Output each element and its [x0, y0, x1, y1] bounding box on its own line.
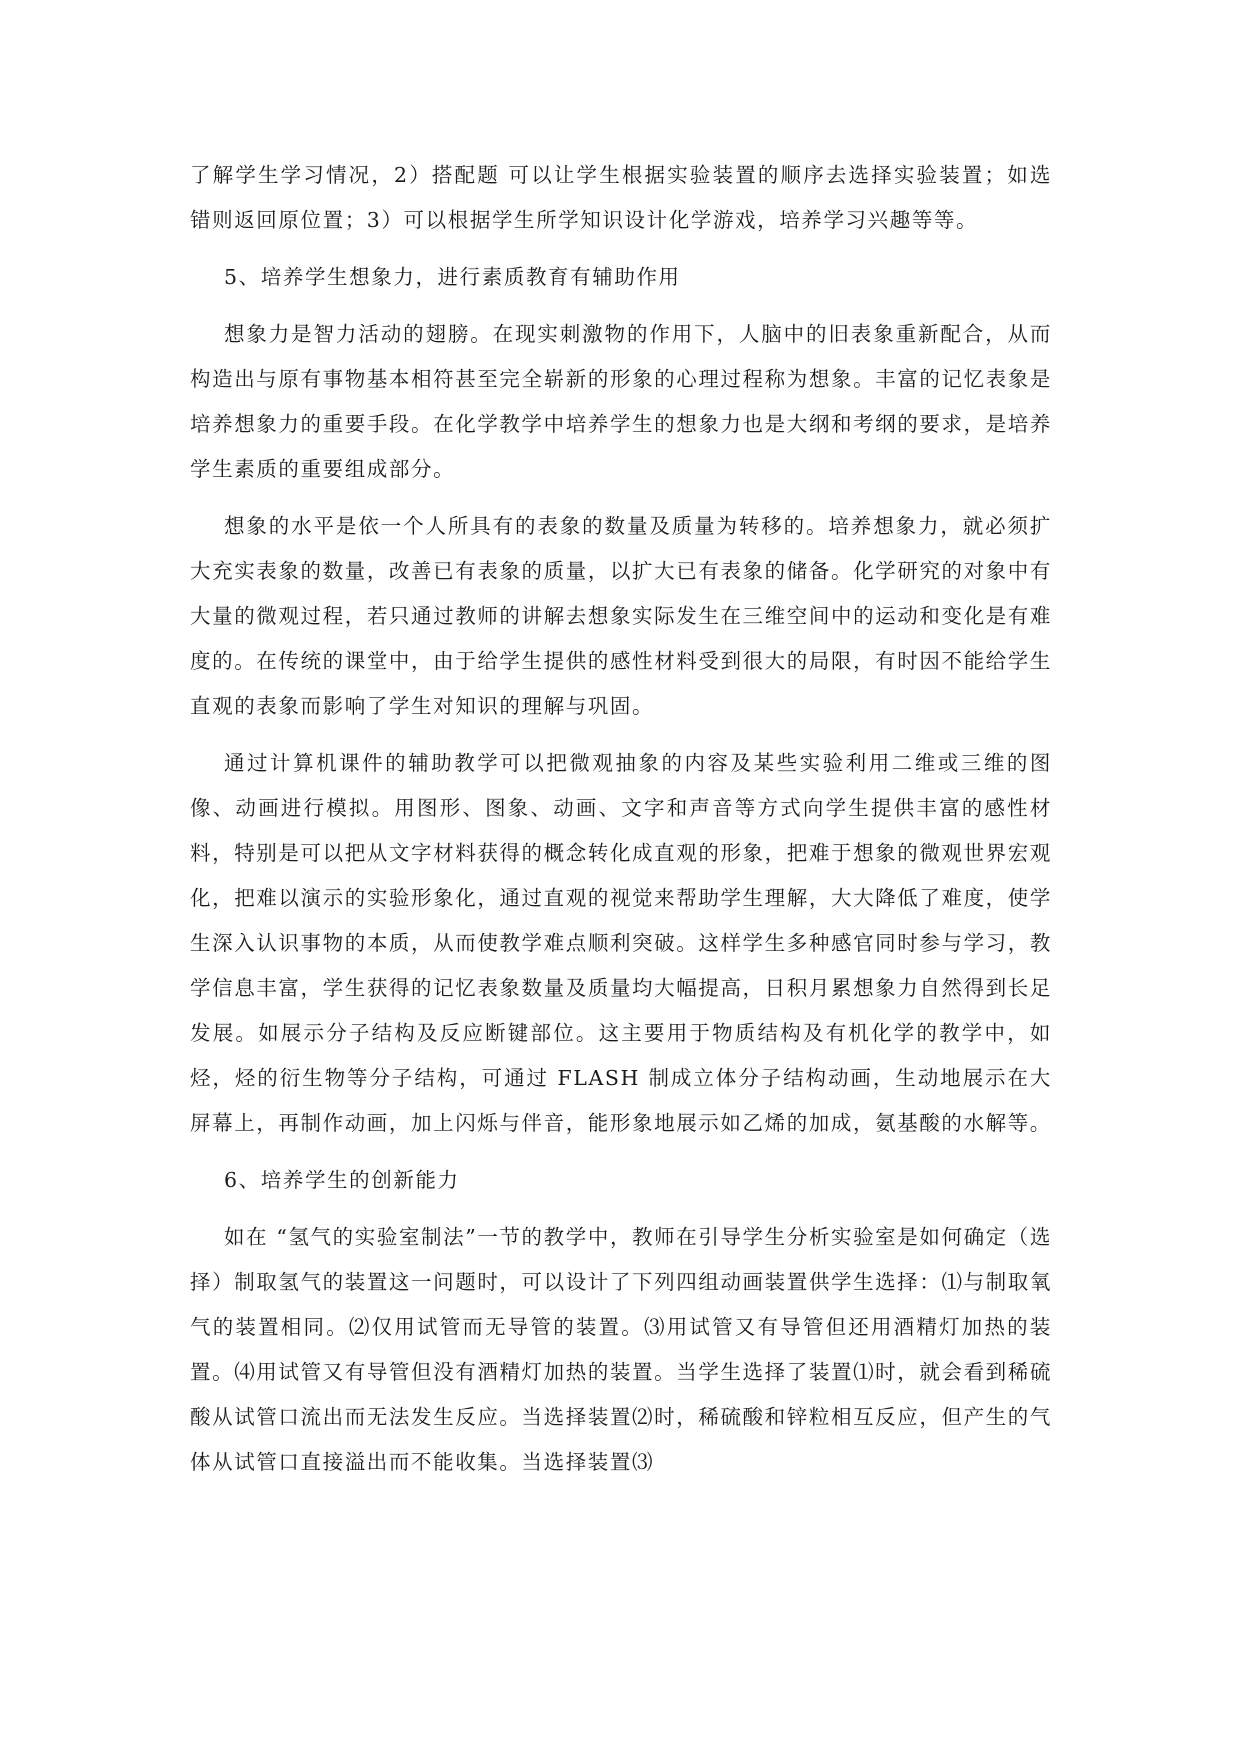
- document-body: [190, 153, 1052, 1497]
- section-heading-6: 6、培养学生的创新能力: [224, 1168, 460, 1192]
- paragraph-computer-courseware: 通过计算机课件的辅助教学可以把微观抽象的内容及某些实验利用二维或三维的图像、动画进行模拟。用图形、图象、动画、文字和声音等方式向学生提供丰富的感性材料，特别是可以把从文字材料获得的概念转化成直观的形象，把难于想象的微观世界宏观化，把难以演示的实验形象化，通过直观的视觉来帮助学生理解，大大降低了难度，使学生深入认识事物的本质，从而使教学难点顺利突破。这样学生多种感官同时参与学习，教学信息丰富，学生获得的记忆表象数量及质量均大幅提高，日积月累想象力自然得到长足发展。如展示分子结构及反应断键部位。这主要用于物质结构及有机化学的教学中，如烃，烃的衍生物等分子结构，可通过 FLASH 制成立体分子结构动画，生动地展示在大屏幕上，再制作动画，加上闪烁与伴音，能形象地展示如乙烯的加成，氨基酸的水解等。: [190, 751, 1052, 1135]
- paragraph-imagination-level: 想象的水平是依一个人所具有的表象的数量及质量为转移的。培养想象力，就必须扩大充实表象的数量，改善已有表象的质量，以扩大已有表象的储备。化学研究的对象中有大量的微观过程，若只通过教师的讲解去想象实际发生在三维空间中的运动和变化是有难度的。在传统的课堂中，由于给学生提供的感性材料受到很大的局限，有时因不能给学生直观的表象而影响了学生对知识的理解与巩固。: [190, 514, 1052, 718]
- paragraph-hydrogen-experiment: 如在 “氢气的实验室制法”一节的教学中，教师在引导学生分析实验室是如何确定（选择）制取氢气的装置这一问题时，可以设计了下列四组动画装置供学生选择：⑴与制取氧气的装置相同。⑵仅用试管而无导管的装置。⑶用试管又有导管但还用酒精灯加热的装置。⑷用试管又有导管但没有酒精灯加热的装置。当学生选择了装置⑴时，就会看到稀硫酸从试管口流出而无法发生反应。当选择装置⑵时，稀硫酸和锌粒相互反应，但产生的气体从试管口直接溢出而不能收集。当选择装置⑶: [190, 1225, 1052, 1474]
- paragraph-continued: 了解学生学习情况，2）搭配题 可以让学生根据实验装置的顺序去选择实验装置；如选错则返回原位置；3）可以根据学生所学知识设计化学游戏，培养学习兴趣等等。: [190, 163, 1052, 232]
- paragraph-imagination-intro: 想象力是智力活动的翅膀。在现实刺激物的作用下，人脑中的旧表象重新配合，从而构造出与原有事物基本相符甚至完全崭新的形象的心理过程称为想象。丰富的记忆表象是培养想象力的重要手段。在化学教学中培养学生的想象力也是大纲和考纲的要求，是培养学生素质的重要组成部分。: [190, 322, 1052, 481]
- section-heading-5: 5、培养学生想象力，进行素质教育有辅助作用: [224, 265, 681, 289]
